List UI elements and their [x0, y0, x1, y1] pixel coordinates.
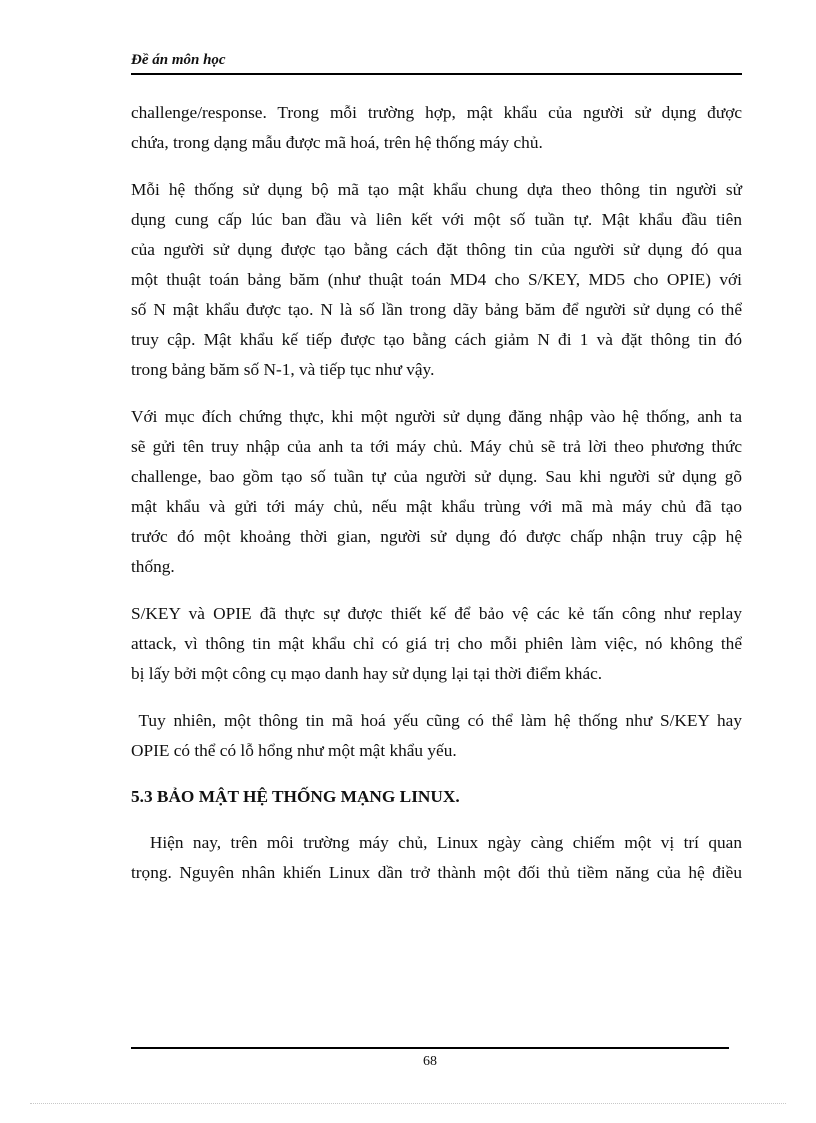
text-line: challenge, bao gồm tạo số tuần tự của người sử dụng. Sau khi người sử dụng gõ	[131, 467, 742, 486]
text-line: sẽ gửi tên truy nhập của anh ta tới máy chủ. Máy chủ sẽ trả lời theo phương thức	[131, 437, 742, 456]
text-line: attack, vì thông tin mật khẩu chỉ có giá trị cho mỗi phiên làm việc, nó không thể	[131, 634, 742, 653]
page-edge-divider	[30, 1103, 786, 1104]
paragraph	[131, 175, 742, 385]
paragraph	[131, 828, 742, 888]
paragraph	[131, 402, 742, 582]
page-content	[131, 98, 742, 888]
paragraph	[131, 706, 742, 766]
text-line: challenge/response. Trong mỗi trường hợp, mật khẩu của người sử dụng được	[131, 103, 742, 122]
section-heading: 5.3 BẢO MẬT HỆ THỐNG MẠNG LINUX.	[131, 787, 460, 806]
header-rule	[131, 73, 742, 75]
text-line: trong bảng băm số N-1, và tiếp tục như vậy.	[131, 360, 435, 379]
text-line: Tuy nhiên, một thông tin mã hoá yếu cũng có thể làm hệ thống như S/KEY hay	[131, 711, 742, 730]
text-line: dụng cung cấp lúc ban đầu và liên kết với một số tuần tự. Mật khẩu đầu tiên	[131, 210, 742, 229]
text-line: bị lấy bởi một công cụ mạo danh hay sử dụng lại tại thời điểm khác.	[131, 664, 603, 683]
text-line: mật khẩu và gửi tới máy chủ, nếu mật khẩu trùng với mã mà máy chủ đã tạo	[131, 497, 742, 516]
text-line: trọng. Nguyên nhân khiến Linux dần trở thành một đối thủ tiềm năng của hệ điều	[131, 863, 742, 882]
text-line: S/KEY và OPIE đã thực sự được thiết kế để bảo vệ các kẻ tấn công như replay	[131, 604, 742, 623]
paragraph	[131, 599, 742, 689]
page-header	[131, 50, 742, 75]
text-line: của người sử dụng được tạo bằng cách đặt thông tin của người sử dụng đó qua	[131, 240, 742, 259]
text-line: Mỗi hệ thống sử dụng bộ mã tạo mật khẩu chung dựa theo thông tin người sử	[131, 180, 742, 199]
text-line: số N mật khẩu được tạo. N là số lần trong dãy bảng băm để người sử dụng có thể	[131, 300, 742, 319]
text-line: chứa, trong dạng mẫu được mã hoá, trên hệ thống máy chủ.	[131, 133, 543, 152]
text-line: thống.	[131, 557, 175, 576]
footer-rule	[131, 1047, 729, 1049]
text-line: truy cập. Mật khẩu kế tiếp được tạo bằng cách giảm N đi 1 và đặt thông tin đó	[131, 330, 742, 349]
text-line: OPIE có thể có lỗ hổng như một mật khẩu yếu.	[131, 741, 457, 760]
text-line: Với mục đích chứng thực, khi một người sử dụng đăng nhập vào hệ thống, anh ta	[131, 407, 742, 426]
text-line: Hiện nay, trên môi trường máy chủ, Linux ngày càng chiếm một vị trí quan	[131, 833, 742, 852]
text-line: trước đó một khoảng thời gian, người sử dụng đó được chấp nhận truy cập hệ	[131, 527, 742, 546]
text-line: một thuật toán bảng băm (như thuật toán MD4 cho S/KEY, MD5 cho OPIE) với	[131, 270, 742, 289]
page-number: 68	[423, 1054, 437, 1069]
page-footer	[131, 1047, 729, 1070]
paragraph	[131, 98, 742, 158]
header-title: Đề án môn học	[131, 52, 226, 68]
